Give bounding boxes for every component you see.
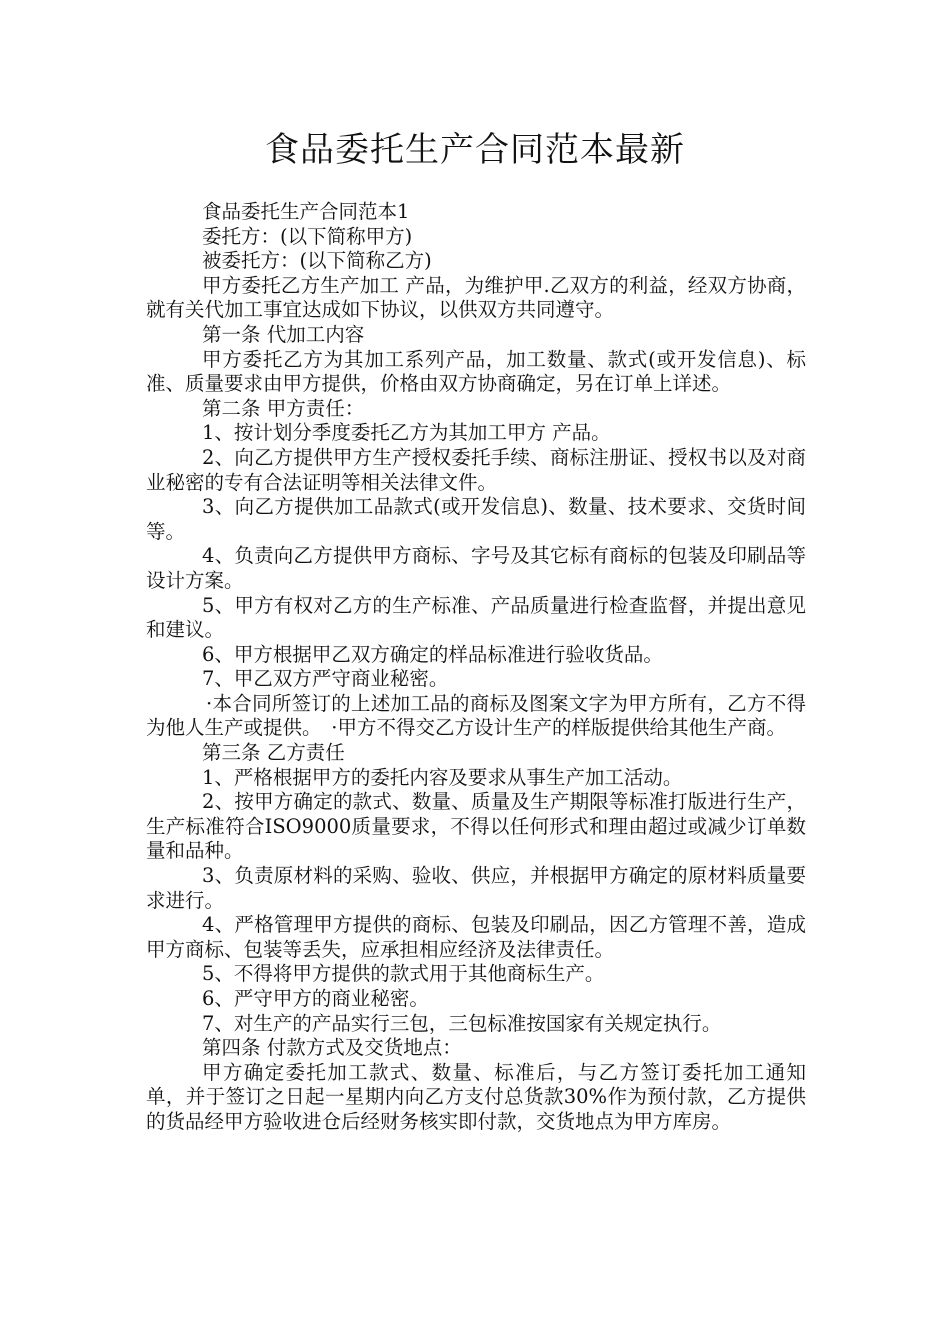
article-2-item: 4、负责向乙方提供甲方商标、字号及其它标有商标的包装及印刷品等设计方案。 (146, 544, 806, 592)
article-2-item: 6、甲方根据甲乙双方确定的样品标准进行验收货品。 (202, 642, 663, 666)
article-3-heading: 第三条 乙方责任 (202, 741, 345, 765)
article-2-item: 5、甲方有权对乙方的生产标准、产品质量进行检查监督，并提出意见和建议。 (146, 593, 806, 642)
paragraph-party-a: 委托方：(以下简称甲方) (202, 224, 413, 248)
paragraph-party-b: 被委托方：(以下简称乙方) (202, 249, 432, 273)
article-1-heading: 第一条 代加工内容 (202, 322, 365, 346)
article-3-item: 5、不得将甲方提供的款式用于其他商标生产。 (202, 962, 605, 986)
article-3-item: 3、负责原材料的采购、验收、供应，并根据甲方确定的原材料质量要求进行。 (146, 864, 806, 912)
article-4-text: 甲方确定委托加工款式、数量、标准后，与乙方签订委托加工通知单，并于签订之日起一星期内向乙方支付总货款30%作为预付款，乙方提供的货品经甲方验收进仓后经财务核实即付款，交货地点为甲方库房。 (146, 1060, 806, 1133)
article-2-item: 3、向乙方提供加工品款式(或开发信息)、数量、技术要求、交货时间等。 (146, 495, 806, 543)
article-2-item: 1、按计划分季度委托乙方为其加工甲方 产品。 (202, 421, 611, 445)
article-2-heading: 第二条 甲方责任： (202, 396, 365, 420)
document-body (146, 200, 806, 1135)
paragraph-preamble: 甲方委托乙方生产加工 产品，为维护甲.乙双方的利益，经双方协商，就有关代加工事宜达成如下协议，以供双方共同遵守。 (146, 273, 806, 322)
article-3-item: 2、按甲方确定的款式、数量、质量及生产期限等标准打版进行生产，生产标准符合ISO9000质量要求，不得以任何形式和理由超过或减少订单数量和品种。 (146, 790, 806, 863)
article-2-bullets: ·本合同所签订的上述加工品的商标及图案文字为甲方所有，乙方不得为他人生产或提供。 ·甲方不得交乙方设计生产的样版提供给其他生产商。 (146, 691, 806, 740)
article-4-heading: 第四条 付款方式及交货地点： (202, 1036, 462, 1060)
article-2-item: 2、向乙方提供甲方生产授权委托手续、商标注册证、授权书以及对商业秘密的专有合法证明等相关法律文件。 (146, 445, 806, 494)
article-3-item: 7、对生产的产品实行三包，三包标准按国家有关规定执行。 (202, 1011, 722, 1035)
document-title: 食品委托生产合同范本最新 (265, 130, 685, 170)
paragraph-heading: 食品委托生产合同范本1 (202, 200, 410, 223)
article-3-item: 4、严格管理甲方提供的商标、包装及印刷品，因乙方管理不善，造成甲方商标、包装等丢失，应承担相应经济及法律责任。 (146, 913, 806, 961)
article-1-text: 甲方委托乙方为其加工系列产品，加工数量、款式(或开发信息)、标准、质量要求由甲方提供，价格由双方协商确定，另在订单上详述。 (146, 347, 806, 396)
article-3-item: 1、严格根据甲方的委托内容及要求从事生产加工活动。 (202, 765, 683, 789)
article-3-item: 6、严守甲方的商业秘密。 (202, 987, 429, 1010)
article-2-item: 7、甲乙双方严守商业秘密。 (202, 667, 449, 691)
